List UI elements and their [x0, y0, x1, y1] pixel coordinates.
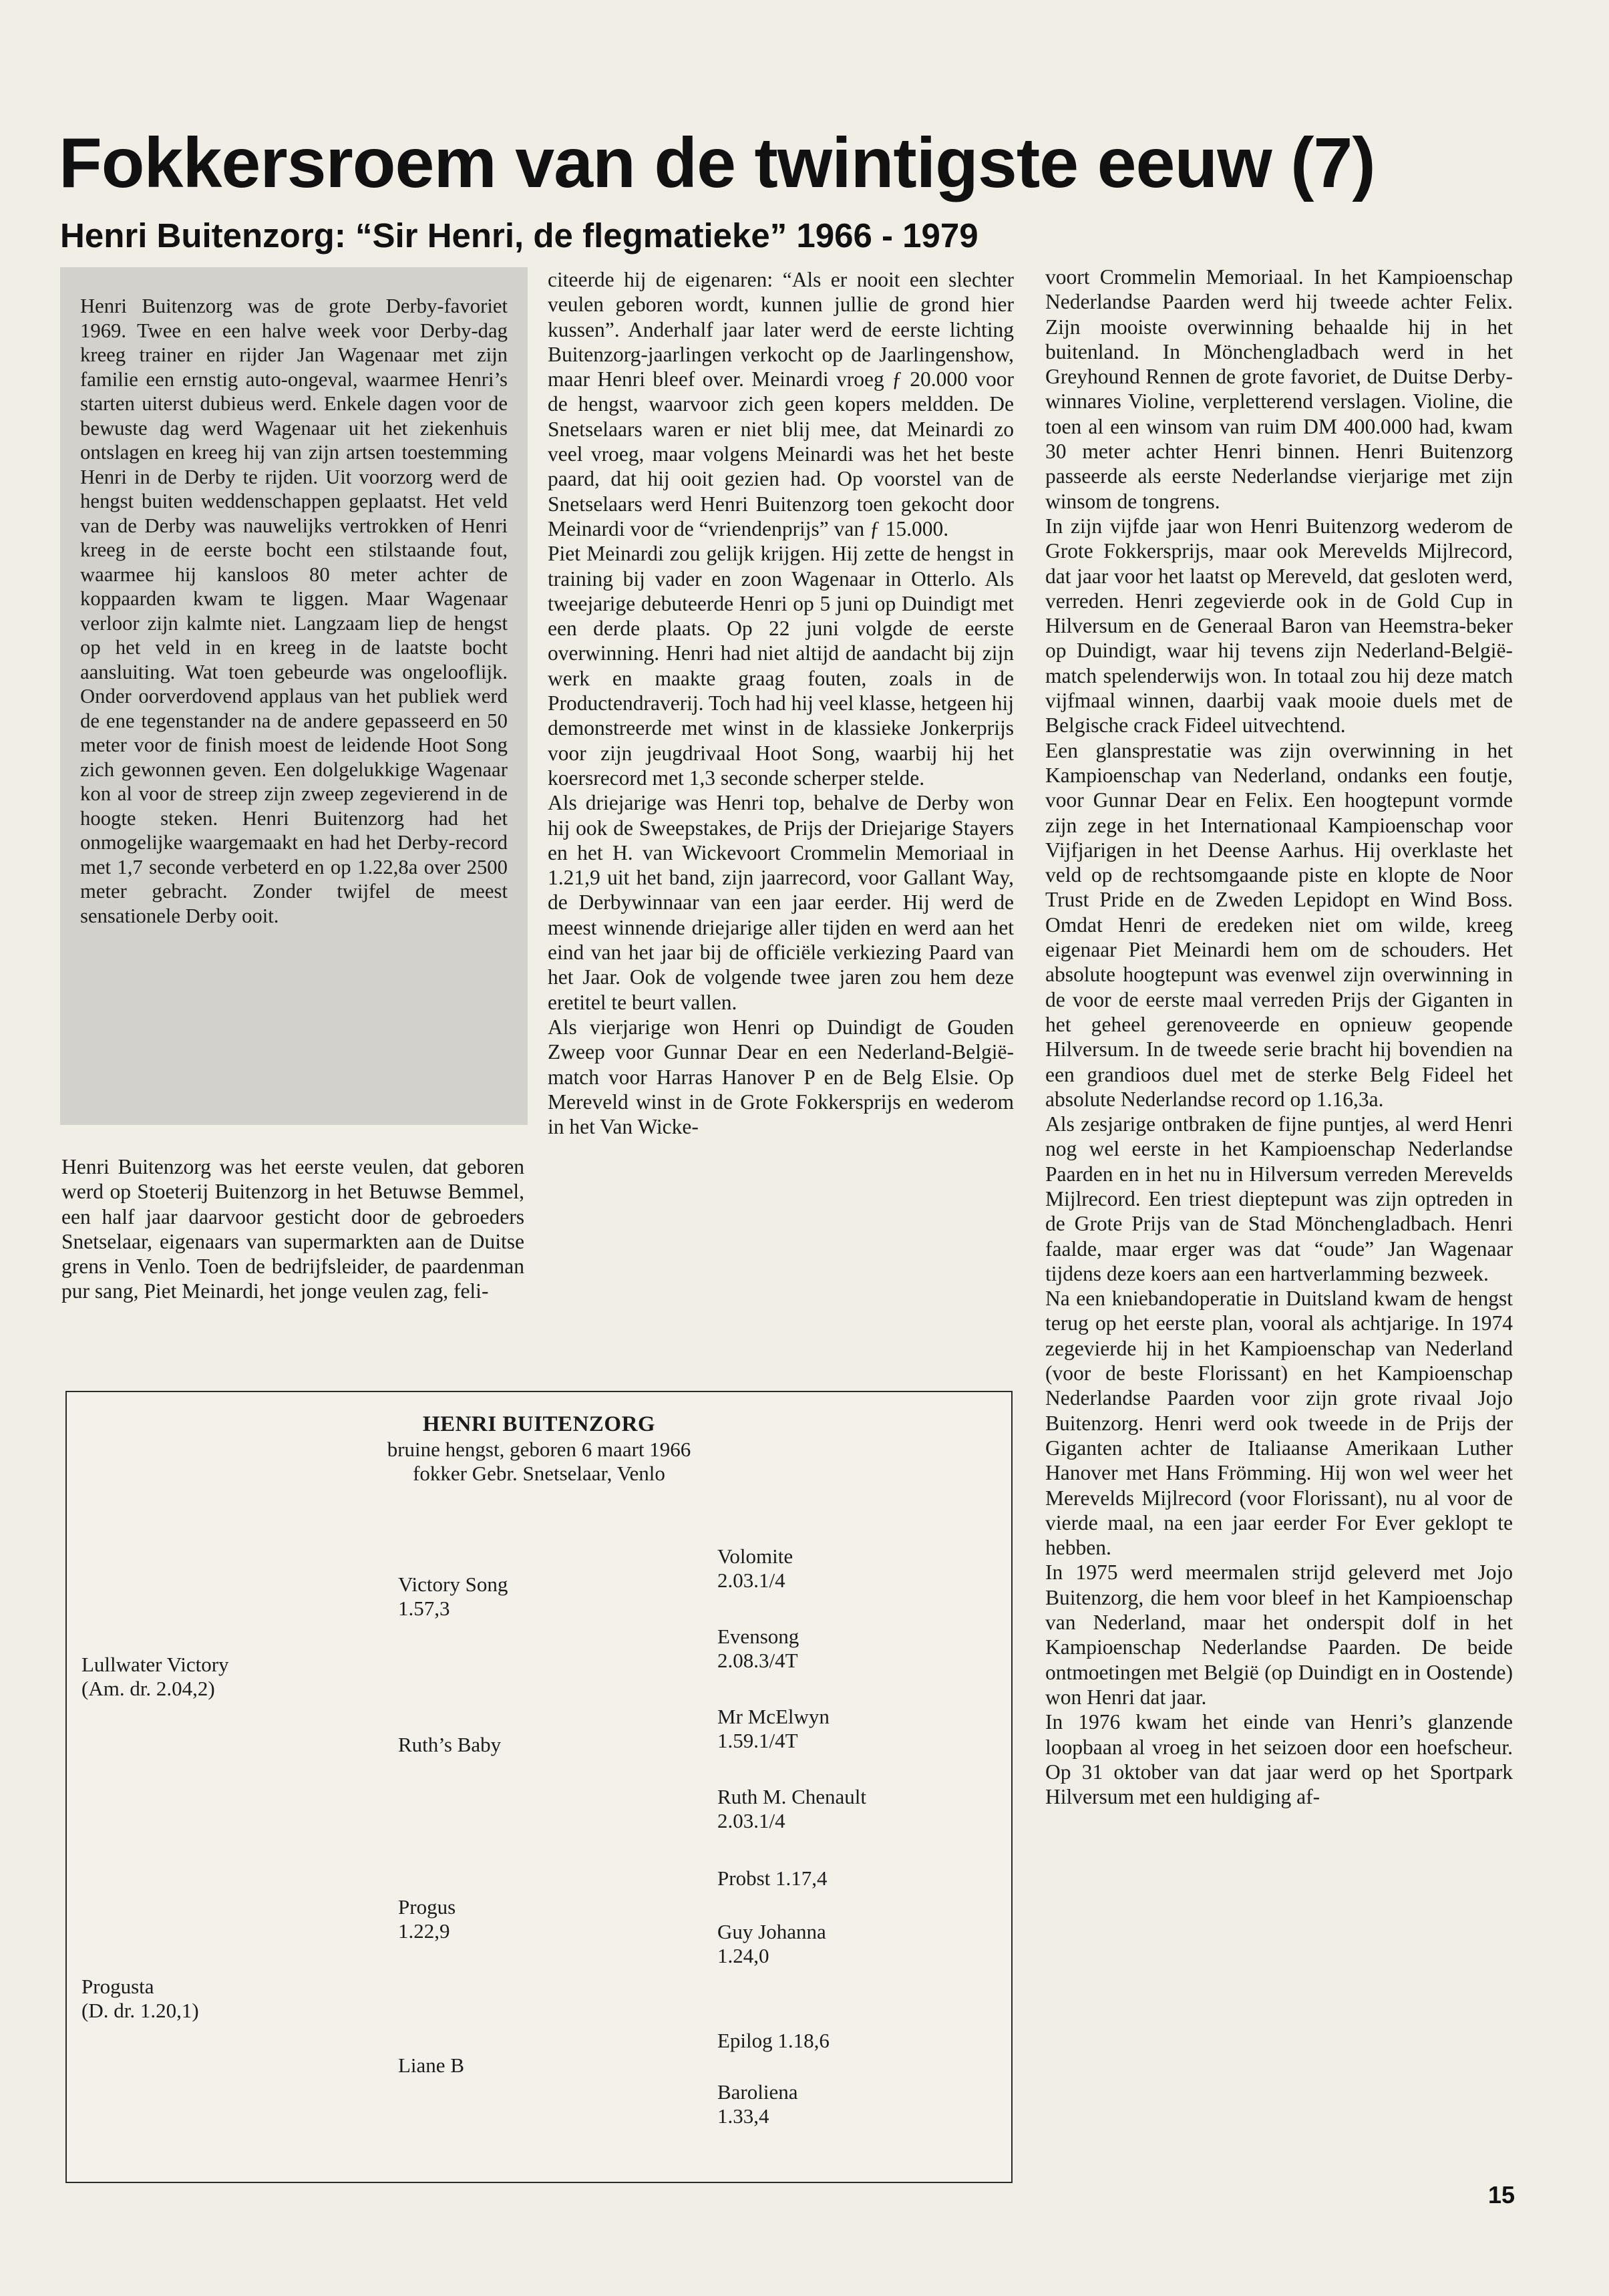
column-left [61, 1154, 524, 1304]
paragraph: In 1976 kwam het einde van Henri’s glanzende loopbaan al vroeg in het seizoen door een hoefscheur. Op 31 oktober van dat jaar werd op het Sportpark Hilversum met een huldiging af- [1045, 1710, 1513, 1809]
horse-name: Evensong [717, 1625, 799, 1648]
horse-name: Ruth M. Chenault [717, 1785, 867, 1808]
horse-record: 1.59.1/4T [717, 1729, 798, 1752]
horse-record: 2.03.1/4 [717, 1809, 785, 1832]
pedigree-great-grandparent [717, 1866, 828, 1891]
paragraph: Een glansprestatie was zijn overwinning in het Kampioenschap van Nederland, ondanks een foutje, voor Gunnar Dear en Felix. Een hoogtepunt vormde zijn zege in het Internationaal Kampioenschap voor Vijfjarigen in het Deense Aarhus. Hij overklaste het veld op de rechtsomgaande piste en klopte de Noor Trust Pride en de Zweden Lepidopt en Wind Boss. Omdat Henri de eredeken niet om wilde, kreeg eigenaar Piet Meinardi hem om de schouders. Het absolute hoogtepunt was evenwel zijn overwinning in de voor de eerste maal verreden Prijs der Giganten in het geheel gerenoveerde en opnieuw geopende Hilversum. In de tweede serie bracht hij bovendien na een grandioos duel met de sterke Belg Fideel het absolute Nederlandse record op 1.16,3a. [1045, 738, 1513, 1111]
pedigree-title: HENRI BUITENZORG [422, 1412, 656, 1436]
column-middle [548, 267, 1014, 1139]
paragraph: In zijn vijfde jaar won Henri Buitenzorg wederom de Grote Fokkersprijs, maar ook Merevelds Mijlrecord, dat jaar voor het laatst op Mereveld, dat gesloten werd, verreden. Henri zegevierde ook in de Gold Cup in Hilversum en de Generaal Baron van Heemstra-beker op Duindigt, waar hij tevens zijn Nederland-België-match spelenderwijs won. In totaal zou hij deze match vijfmaal winnen, daarbij vaak mooie duels met de Belgische crack Fideel uitvechtend. [1045, 514, 1513, 737]
pedigree-header [67, 1411, 1011, 1486]
pedigree-sire [81, 1653, 229, 1701]
intro-paragraph: Henri Buitenzorg was de grote Derby-favoriet 1969. Twee en een halve week voor Derby-dag kreeg trainer en rijder Jan Wagenaar met zijn familie een ernstig auto-ongeval, waarmee Henri’s starten uiterst dubieus werd. Enkele dagen voor de bewuste dag werd Wagenaar uit het ziekenhuis ontslagen en kreeg hij van zijn artsen toestemming Henri in de Derby te rijden. Uit voorzorg werd de hengst buiten weddenschappen geplaatst. Het veld van de Derby was nauwelijks vertrokken of Henri kreeg in de eerste bocht een stilstaande fout, waarmee hij kansloos 80 meter achter de koppaarden kwam te liggen. Maar Wagenaar verloor zijn kalmte niet. Langzaam liep de hengst op het veld in en kreeg in de laatste bocht aansluiting. Wat toen gebeurde was ongelooflijk. Onder oorverdovend applaus van het publiek werd de ene tegenstander na de andere gepasseerd en 50 meter voor de finish moest de leidende Hoot Song zich gewonnen geven. Een dolgelukkige Wagenaar kon al voor de streep zijn zweep zegevierend in de hoogte steken. Henri Buitenzorg had het onmogelijke waargemaakt en had het Derby-record met 1,7 seconde verbeterd en op 1.22,8a over 2500 meter gebracht. Zonder twijfel de meest sensationele Derby ooit. [80, 295, 508, 927]
pedigree-grandparent [398, 2054, 464, 2078]
horse-record: 1.33,4 [717, 2104, 769, 2128]
paragraph: Na een kniebandoperatie in Duitsland kwam de hengst terug op het eerste plan, vooral als achtjarige. In 1974 zegevierde hij in het Kampioenschap van Nederland (voor de beste Florissant) en het Kampioenschap Nederlandse Paarden voor zijn grote rivaal Jojo Buitenzorg. Henri werd ook tweede in de Prijs der Giganten achter de Italiaanse Amerikaan Luther Hanover met Hans Frömming. Hij won wel weer het Merevelds Mijlrecord (voor Florissant), nu al voor de vierde maal, na een jaar eerder For Ever geklopt te hebben. [1045, 1287, 1513, 1560]
horse-record: 2.03.1/4 [717, 1569, 785, 1592]
horse-record: (Am. dr. 2.04,2) [81, 1677, 215, 1700]
horse-record: 1.57,3 [398, 1597, 450, 1620]
horse-name: Ruth’s Baby [398, 1733, 502, 1756]
paragraph: citeerde hij de eigenaren: “Als er nooit een slechter veulen geboren wordt, kunnen jullie de grond hier kussen”. Anderhalf jaar later werd de eerste lichting Buitenzorg-jaarlingen verkocht op de Jaarlingenshow, maar Henri bleef over. Meinardi vroeg ƒ 20.000 voor de hengst, waarvoor zich geen kopers meldden. De Snetselaars waren er niet blij mee, dat Meinardi zo veel vroeg, maar volgens Meinardi was het het beste paard, dat hij ooit gezien had. Op voorstel van de Snetselaars werd Henri Buitenzorg toen gekocht door Meinardi voor de “vriendenprijs” van ƒ 15.000. [548, 268, 1014, 540]
pedigree-grandparent [398, 1733, 501, 1757]
horse-name: Probst 1.17,4 [717, 1866, 828, 1890]
horse-name: Victory Song [398, 1573, 508, 1596]
paragraph: Henri Buitenzorg was het eerste veulen, dat geboren werd op Stoeterij Buitenzorg in het Betuwse Bemmel, een half jaar daarvoor gesticht door de gebroeders Snetselaar, eigenaars van supermarkten aan de Duitse grens in Venlo. Toen de bedrijfsleider, de paardenman pur sang, Piet Meinardi, het jonge veulen zag, feli- [61, 1155, 524, 1303]
article-title: Fokkersroem van de twintigste eeuw (7) [59, 124, 1375, 203]
column-right [1045, 265, 1513, 1809]
pedigree-breeder: fokker Gebr. Snetselaar, Venlo [413, 1462, 665, 1485]
horse-name: Baroliena [717, 2080, 798, 2104]
page-number: 15 [1488, 2181, 1515, 2208]
horse-name: Mr McElwyn [717, 1705, 830, 1728]
paragraph: Als zesjarige ontbraken de fijne puntjes, al werd Henri nog wel eerste in het Kampioenschap Nederlandse Paarden en in het nu in Hilversum verreden Merevelds Mijlrecord. Een triest dieptepunt was zijn optreden in de Grote Prijs van de Stad Mönchengladbach. Henri faalde, maar erger was dat “oude” Jan Wagenaar tijdens deze koers aan een hartverlamming bezweek. [1045, 1112, 1513, 1285]
horse-record: 2.08.3/4T [717, 1649, 798, 1672]
intro-box [60, 267, 528, 1125]
horse-record: (D. dr. 1.20,1) [81, 1999, 199, 2022]
paragraph: voort Crommelin Memoriaal. In het Kampioenschap Nederlandse Paarden werd hij tweede achter Felix. Zijn mooiste overwinning behaalde hij in het buitenland. In Mönchengladbach werd in het Greyhound Rennen de grote favoriet, de Duitse Derby-winnares Violine, verpletterend verslagen. Violine, die toen al een winsom van ruim DM 400.000 had, kwam 30 meter achter Henri binnen. Henri Buitenzorg passeerde als eerste Nederlandse vierjarige met zijn winsom de tongrens. [1045, 265, 1513, 513]
pedigree-great-grandparent [717, 2029, 830, 2053]
horse-record: 1.24,0 [717, 1944, 769, 1967]
pedigree-dam [81, 1975, 199, 2023]
paragraph: In 1975 werd meermalen strijd geleverd met Jojo Buitenzorg, die hem voor bleef in het Kampioenschap van Nederland, maar het onderspit dolf in het Kampioenschap Nederlandse Paarden. De beide ontmoetingen met België (op Duindigt en in Oostende) won Henri dat jaar. [1045, 1561, 1513, 1709]
article-subtitle: Henri Buitenzorg: “Sir Henri, de flegmatieke” 1966 - 1979 [60, 216, 978, 255]
pedigree-box [65, 1391, 1013, 2183]
pedigree-great-grandparent [717, 1625, 799, 1673]
pedigree-great-grandparent [717, 1705, 830, 1753]
horse-name: Lullwater Victory [81, 1653, 229, 1676]
pedigree-great-grandparent [717, 1544, 793, 1593]
pedigree-grandparent [398, 1895, 456, 1943]
horse-name: Guy Johanna [717, 1920, 826, 1943]
horse-record: 1.22,9 [398, 1919, 450, 1943]
pedigree-grandparent [398, 1573, 508, 1621]
paragraph: Piet Meinardi zou gelijk krijgen. Hij zette de hengst in training bij vader en zoon Wagenaar in Otterlo. Als tweejarige debuteerde Henri op 5 juni op Duindigt met een derde plaats. Op 22 juni volgde de eerste overwinning. Henri had niet altijd de aandacht bij zijn werk en maakte graag fouten, zoals in de Productendraverij. Toch had hij veel klasse, hetgeen hij demonstreerde met winst in de klassieke Jonkerprijs voor zijn jeugdrivaal Hoot Song, waarbij hij het koersrecord met 1,3 seconde scherper stelde. [548, 542, 1014, 790]
pedigree-description: bruine hengst, geboren 6 maart 1966 [387, 1438, 691, 1461]
horse-name: Progus [398, 1895, 456, 1919]
paragraph: Als vierjarige won Henri op Duindigt de Gouden Zweep voor Gunnar Dear en een Nederland-België-match voor Harras Hanover P en de Belg Elsie. Op Mereveld winst in de Grote Fokkersprijs en wederom in het Van Wicke- [548, 1015, 1014, 1139]
horse-name: Progusta [81, 1975, 154, 1998]
horse-name: Epilog 1.18,6 [717, 2029, 830, 2052]
pedigree-great-grandparent [717, 1785, 866, 1833]
paragraph: Als driejarige was Henri top, behalve de Derby won hij ook de Sweepstakes, de Prijs der Driejarige Stayers en het H. van Wickevoort Crommelin Memoriaal in 1.21,9 uit het band, zijn jaarrecord, voor Gallant Way, de Derbywinnaar van een jaar eerder. Hij werd de meest winnende driejarige aller tijden en werd aan het eind van het jaar bij de officiële verkiezing Paard van het Jaar. Ook de volgende twee jaren zou hem deze eretitel te beurt vallen. [548, 791, 1014, 1014]
pedigree-great-grandparent [717, 1920, 826, 1968]
horse-name: Volomite [717, 1544, 793, 1568]
pedigree-great-grandparent [717, 2080, 798, 2128]
horse-name: Liane B [398, 2054, 464, 2077]
